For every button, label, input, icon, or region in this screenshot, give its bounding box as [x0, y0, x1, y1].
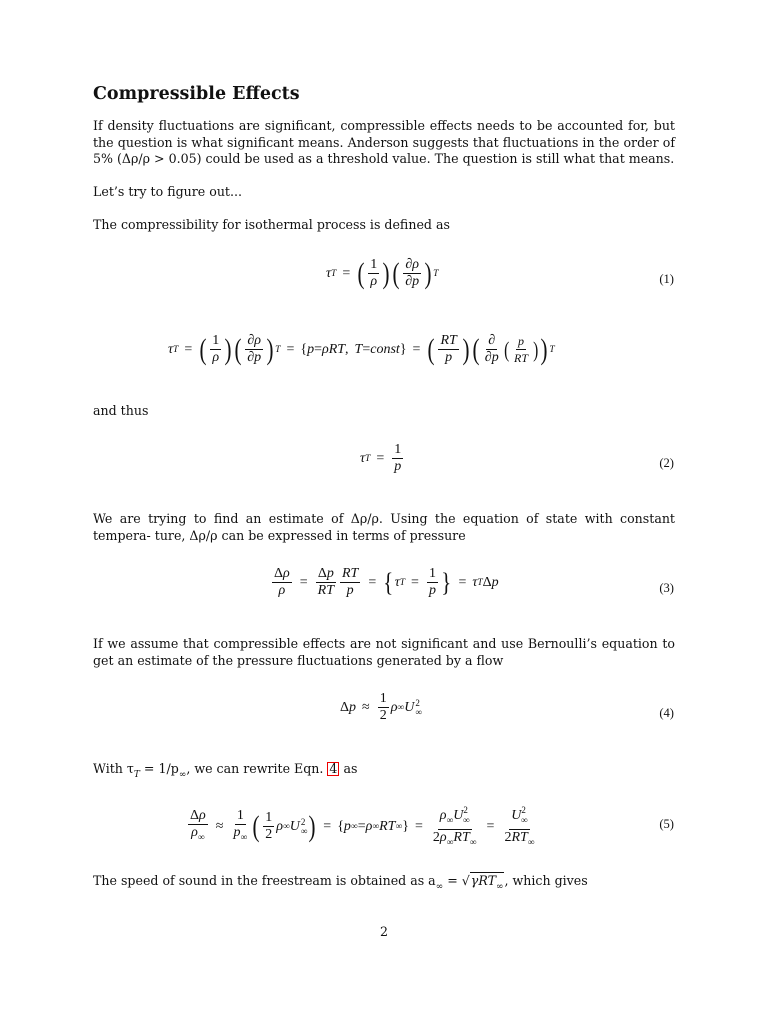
- paragraph-estimate: We are trying to find an estimate of Δρ/ρ. Using the equation of state with constant tempera- ture, Δρ/ρ can be expressed in terms of pressure: [93, 511, 675, 543]
- section-title: Compressible Effects: [93, 84, 300, 104]
- equation-4: Δ p ≈ $\frac{1}{2}$ ρ ∞ U 2 ∞: [340, 691, 422, 723]
- equation-number-4: (4): [659, 706, 674, 720]
- page-number: 2: [379, 924, 388, 939]
- equation-number-2: (2): [659, 456, 674, 470]
- equation-derivation: τ T = ( $\frac{1}{\rho}$ ) ( $\frac{\partial\rho}{\partial p}$ ) T = { p = ρRT , T = const } = ( $\frac{RT}{p}$ ) ( $\frac{\partial}{\partial p}$ ( $\frac{p}{RT}$ ) ) T: [168, 332, 555, 366]
- equation-number-5: (5): [659, 817, 674, 831]
- paragraph-intro: If density fluctuations are significant, compressible effects needs to be accounted for, but the question is what significant means. Anderson suggests that fluctuations in the order of 5% (Δρ/ρ > 0.05) could be used as a threshold value. The question is still what that means.: [93, 118, 675, 166]
- equation-2: τ T = $\frac{1}{p}$: [360, 442, 402, 474]
- paragraph-speed-of-sound: The speed of sound in the freestream is obtained as $a_\infty = √\gamma RT_\infty$, which gives: [93, 873, 588, 892]
- paragraph-and-thus: and thus: [93, 403, 149, 418]
- paragraph-lets-try: Let’s try to figure out...: [93, 184, 243, 199]
- equation-1: τ T = ( $\frac{1}{\rho}$ ) ( $\frac{\partial\rho}{\partial p}$ ) T: [326, 256, 439, 290]
- equation-5: $\frac{\Delta\rho}{\rho_\infty}$ ≈ $\frac{1}{p_\infty}$ ( $\frac{1}{2}$ ρ ∞ U 2 ∞ ) = { p ∞ = ρ ∞ RT ∞ } = $\frac{\rho_\infty U^2_\infty}{2\rho_\infty RT_\infty}$ = $\frac{U^2_\infty}{2RT_\infty}$: [190, 805, 535, 848]
- equation-3: $\frac{\Delta\rho}{\rho}$ = $\frac{\Delta p}{RT}$ $\frac{RT}{p}$ = { τ T = $\frac{1}{p}$ } = τ T Δ p: [274, 566, 499, 598]
- equation-number-1: (1): [659, 272, 674, 286]
- paragraph-rewrite: With $\tau_T = 1/p_\infty$, we can rewrite Eqn. 4 as: [93, 761, 358, 780]
- paragraph-compressibility-def: The compressibility for isothermal process is defined as: [93, 217, 450, 232]
- paragraph-bernoulli: If we assume that compressible effects are not significant and use Bernoulli’s equation to get an estimate of the pressure fluctuations generated by a flow: [93, 636, 675, 668]
- equation-ref-link[interactable]: 4: [329, 761, 338, 776]
- equation-number-3: (3): [659, 581, 674, 595]
